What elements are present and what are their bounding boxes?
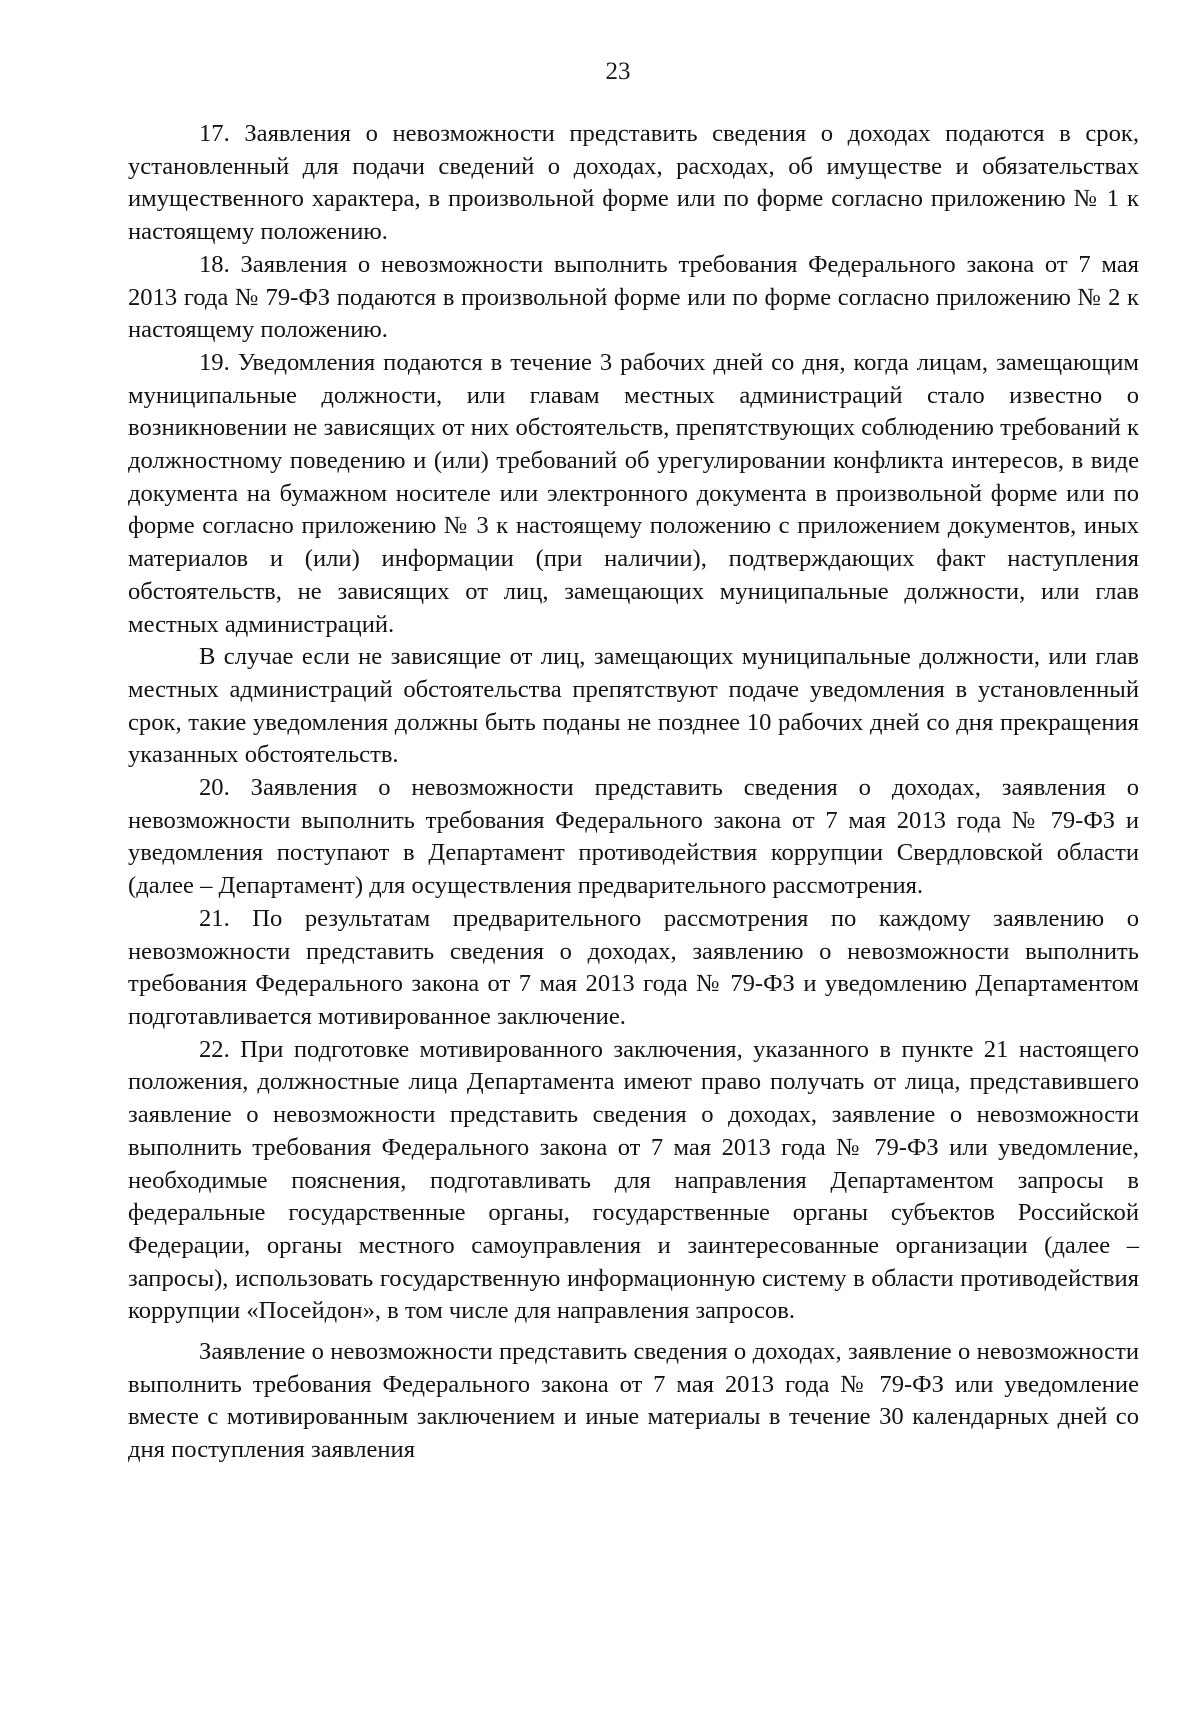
- paragraph-19-continuation: В случае если не зависящие от лиц, замещающих муниципальные должности, или глав местных администраций обстоятельства препятствуют подаче уведомления в установленный срок, такие уведомления должны быть поданы не позднее 10 рабочих дней со дня прекращения указанных обстоятельств.: [128, 643, 1139, 769]
- paragraph-17: 17. Заявления о невозможности представить сведения о доходах подаются в срок, установленный для подачи сведений о доходах, расходах, об имуществе и обязательствах имущественного характера, в произвольной форме или по форме согласно приложению № 1 к настоящему положению.: [128, 120, 1139, 246]
- paragraph-20: 20. Заявления о невозможности представить сведения о доходах, заявления о невозможности выполнить требования Федерального закона от 7 мая 2013 года № 79-ФЗ и уведомления поступают в Департамент противодействия коррупции Свердловской области (далее – Департамент) для осуществления предварительного рассмотрения.: [128, 774, 1139, 900]
- paragraph-22-continuation: Заявление о невозможности представить сведения о доходах, заявление о невозможности выполнить требования Федерального закона от 7 мая 2013 года № 79-ФЗ или уведомление вместе с мотивированным заключением и иные материалы в течение 30 календарных дней со дня поступления заявления: [128, 1338, 1139, 1464]
- paragraph-19: 19. Уведомления подаются в течение 3 рабочих дней со дня, когда лицам, замещающим муниципальные должности, или главам местных администраций стало известно о возникновении не зависящих от них обстоятельств, препятствующих соблюдению требований к должностному поведению и (или) требований об урегулировании конфликта интересов, в виде документа на бумажном носителе или электронного документа в произвольной форме или по форме согласно приложению № 3 к настоящему положению с приложением документов, иных материалов и (или) информации (при наличии), подтверждающих факт наступления обстоятельств, не зависящих от лиц, замещающих муниципальные должности, или глав местных администраций.: [128, 348, 1139, 638]
- paragraph-18: 18. Заявления о невозможности выполнить требования Федерального закона от 7 мая 2013 года № 79-ФЗ подаются в произвольной форме или по форме согласно приложению № 2 к настоящему положению.: [128, 250, 1139, 344]
- paragraph-22: 22. При подготовке мотивированного заключения, указанного в пункте 21 настоящего положения, должностные лица Департамента имеют право получать от лица, представившего заявление о невозможности представить сведения о доходах, заявление о невозможности выполнить требования Федерального закона от 7 мая 2013 года № 79-ФЗ или уведомление, необходимые пояснения, подготавливать для направления Департаментом запросы в федеральные государственные органы, государственные органы субъектов Российской Федерации, органы местного самоуправления и заинтересованные организации (далее – запросы), использовать государственную информационную систему в области противодействия коррупции «Посейдон», в том числе для направления запросов.: [128, 1035, 1139, 1325]
- page-number: 23: [605, 58, 631, 85]
- paragraph-21: 21. По результатам предварительного рассмотрения по каждому заявлению о невозможности представить сведения о доходах, заявлению о невозможности выполнить требования Федерального закона от 7 мая 2013 года № 79-ФЗ и уведомлению Департаментом подготавливается мотивированное заключение.: [128, 904, 1139, 1030]
- document-body: [128, 118, 1139, 1467]
